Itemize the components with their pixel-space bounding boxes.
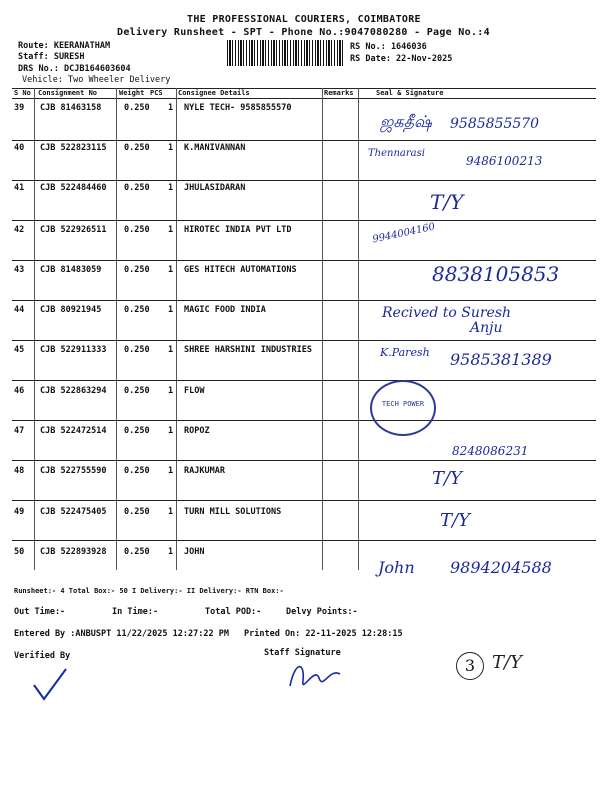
staff-signature-label: Staff Signature (264, 648, 341, 658)
row-rule (12, 460, 596, 461)
row-sno: 47 (14, 426, 25, 436)
col-divider (358, 88, 359, 570)
handwriting-r49: T/Y (440, 510, 470, 531)
handwriting-r39-phone: 9585855570 (450, 116, 540, 132)
row-consignee: JOHN (184, 547, 205, 557)
handwriting-r40-phone: 9486100213 (466, 154, 543, 168)
printed-on: Printed On: 22-11-2025 12:28:15 (244, 629, 403, 639)
row-sno: 48 (14, 466, 25, 476)
row-consignment: CJB 522755590 (40, 466, 107, 476)
company-stamp (370, 380, 436, 436)
col-weight: Weight (119, 89, 145, 97)
row-sno: 50 (14, 547, 25, 557)
row-sno: 42 (14, 225, 25, 235)
handwriting-r45-phone: 9585381389 (450, 350, 552, 369)
row-rule (12, 300, 596, 301)
row-consignment: CJB 522472514 (40, 426, 107, 436)
handwriting-r42: 9944004160 (371, 221, 437, 246)
col-consignment: Consignment No (38, 89, 98, 97)
row-consignment: CJB 522484460 (40, 183, 107, 193)
row-rule (12, 380, 596, 381)
handwriting-r39-signature: ஜகதீஷ் (380, 112, 432, 131)
handwriting-r44-name: Anju (470, 320, 503, 336)
row-weight: 0.250 (124, 426, 150, 436)
row-sno: 44 (14, 305, 25, 315)
row-weight: 0.250 (124, 345, 150, 355)
vehicle-label: Vehicle: Two Wheeler Delivery (22, 75, 171, 85)
col-divider (34, 88, 35, 570)
row-weight: 0.250 (124, 265, 150, 275)
verifier-tick-mark (30, 665, 70, 705)
row-sno: 40 (14, 143, 25, 153)
company-name: THE PROFESSIONAL COURIERS, COIMBATORE (187, 14, 421, 25)
staff-signature-scribble (285, 656, 345, 696)
col-divider (176, 88, 177, 570)
col-seal: Seal & Signature (376, 89, 444, 97)
row-rule (12, 340, 596, 341)
total-pod: Total POD:- (205, 607, 262, 617)
row-weight: 0.250 (124, 103, 150, 113)
row-weight: 0.250 (124, 547, 150, 557)
row-pcs: 1 (168, 183, 174, 193)
row-weight: 0.250 (124, 466, 150, 476)
verified-by: Verified By (14, 651, 71, 661)
col-consignee: Consignee Details (178, 89, 250, 97)
table-top-rule (12, 88, 596, 89)
row-consignee: TURN MILL SOLUTIONS (184, 507, 282, 517)
row-weight: 0.250 (124, 386, 150, 396)
row-pcs: 1 (168, 386, 174, 396)
runsheet-summary: Runsheet:- 4 Total Box:- 50 I Delivery:- II Delivery:- RTN Box:- (14, 587, 284, 595)
staff-label: Staff: SURESH (18, 52, 85, 62)
row-consignment: CJB 522823115 (40, 143, 107, 153)
route-label: Route: KEERANATHAM (18, 41, 111, 51)
row-sno: 49 (14, 507, 25, 517)
row-pcs: 1 (168, 103, 174, 113)
row-consignment: CJB 81463158 (40, 103, 102, 113)
col-divider (116, 88, 117, 570)
handwriting-r47: 8248086231 (452, 444, 529, 458)
row-consignment: CJB 522475405 (40, 507, 107, 517)
circled-note: T/Y (492, 652, 522, 673)
handwriting-r44-note: Recived to Suresh (382, 305, 512, 321)
delivery-points: Delvy Points:- (286, 607, 358, 617)
row-consignment: CJB 522911333 (40, 345, 107, 355)
signature-stroke (290, 667, 340, 686)
row-consignee: MAGIC FOOD INDIA (184, 305, 266, 315)
row-consignee: GES HITECH AUTOMATIONS (184, 265, 297, 275)
row-weight: 0.250 (124, 225, 150, 235)
row-pcs: 1 (168, 426, 174, 436)
entered-by: Entered By :ANBUSPT 11/22/2025 12:27:22 PM (14, 629, 229, 639)
row-pcs: 1 (168, 265, 174, 275)
row-rule (12, 220, 596, 221)
circled-count: 3 (456, 652, 484, 680)
row-consignee: K.MANIVANNAN (184, 143, 246, 153)
row-consignee: NYLE TECH- 9585855570 (184, 103, 292, 113)
row-rule (12, 140, 596, 141)
row-consignment: CJB 522863294 (40, 386, 107, 396)
row-weight: 0.250 (124, 183, 150, 193)
row-pcs: 1 (168, 547, 174, 557)
row-consignee: FLOW (184, 386, 205, 396)
row-rule (12, 540, 596, 541)
in-time: In Time:- (112, 607, 159, 617)
row-weight: 0.250 (124, 305, 150, 315)
col-divider (322, 88, 323, 570)
row-consignee: RAJKUMAR (184, 466, 225, 476)
handwriting-r45-name: K.Paresh (380, 346, 430, 359)
col-pcs: PCS (150, 89, 163, 97)
barcode-image (227, 40, 345, 66)
rs-date: RS Date: 22-Nov-2025 (350, 54, 453, 64)
drs-number: DRS No.: DCJB164603604 (18, 64, 131, 74)
row-rule (12, 260, 596, 261)
row-weight: 0.250 (124, 143, 150, 153)
row-consignee: ROPOZ (184, 426, 210, 436)
handwriting-r43: 8838105853 (432, 262, 560, 286)
row-consignment: CJB 522926511 (40, 225, 107, 235)
row-rule (12, 180, 596, 181)
row-consignee: HIROTEC INDIA PVT LTD (184, 225, 292, 235)
rs-number: RS No.: 1646036 (350, 42, 427, 52)
handwriting-r50-phone: 9894204588 (450, 558, 552, 577)
handwriting-r48: T/Y (432, 468, 462, 489)
row-pcs: 1 (168, 305, 174, 315)
row-pcs: 1 (168, 143, 174, 153)
row-weight: 0.250 (124, 507, 150, 517)
row-pcs: 1 (168, 345, 174, 355)
out-time: Out Time:- (14, 607, 66, 617)
handwriting-r50-signature: John (378, 558, 415, 577)
handwriting-r40-name: Thennarasi (368, 148, 425, 159)
row-consignment: CJB 522893928 (40, 547, 107, 557)
header-rule (12, 98, 596, 99)
row-sno: 41 (14, 183, 25, 193)
row-pcs: 1 (168, 466, 174, 476)
row-pcs: 1 (168, 507, 174, 517)
row-consignment: CJB 81483059 (40, 265, 102, 275)
col-remarks: Remarks (324, 89, 354, 97)
row-consignee: JHULASIDARAN (184, 183, 246, 193)
handwriting-r41: T/Y (430, 190, 464, 214)
row-sno: 43 (14, 265, 25, 275)
tick-stroke (34, 669, 66, 699)
stamp-text: TECH POWER (381, 400, 425, 408)
row-consignment: CJB 80921945 (40, 305, 102, 315)
row-sno: 39 (14, 103, 25, 113)
row-sno: 45 (14, 345, 25, 355)
row-consignee: SHREE HARSHINI INDUSTRIES (184, 345, 312, 355)
row-pcs: 1 (168, 225, 174, 235)
col-sno: S No (14, 89, 31, 97)
row-rule (12, 420, 596, 421)
runsheet-title: Delivery Runsheet - SPT - Phone No.:9047080280 - Page No.:4 (117, 27, 490, 38)
row-sno: 46 (14, 386, 25, 396)
row-rule (12, 500, 596, 501)
